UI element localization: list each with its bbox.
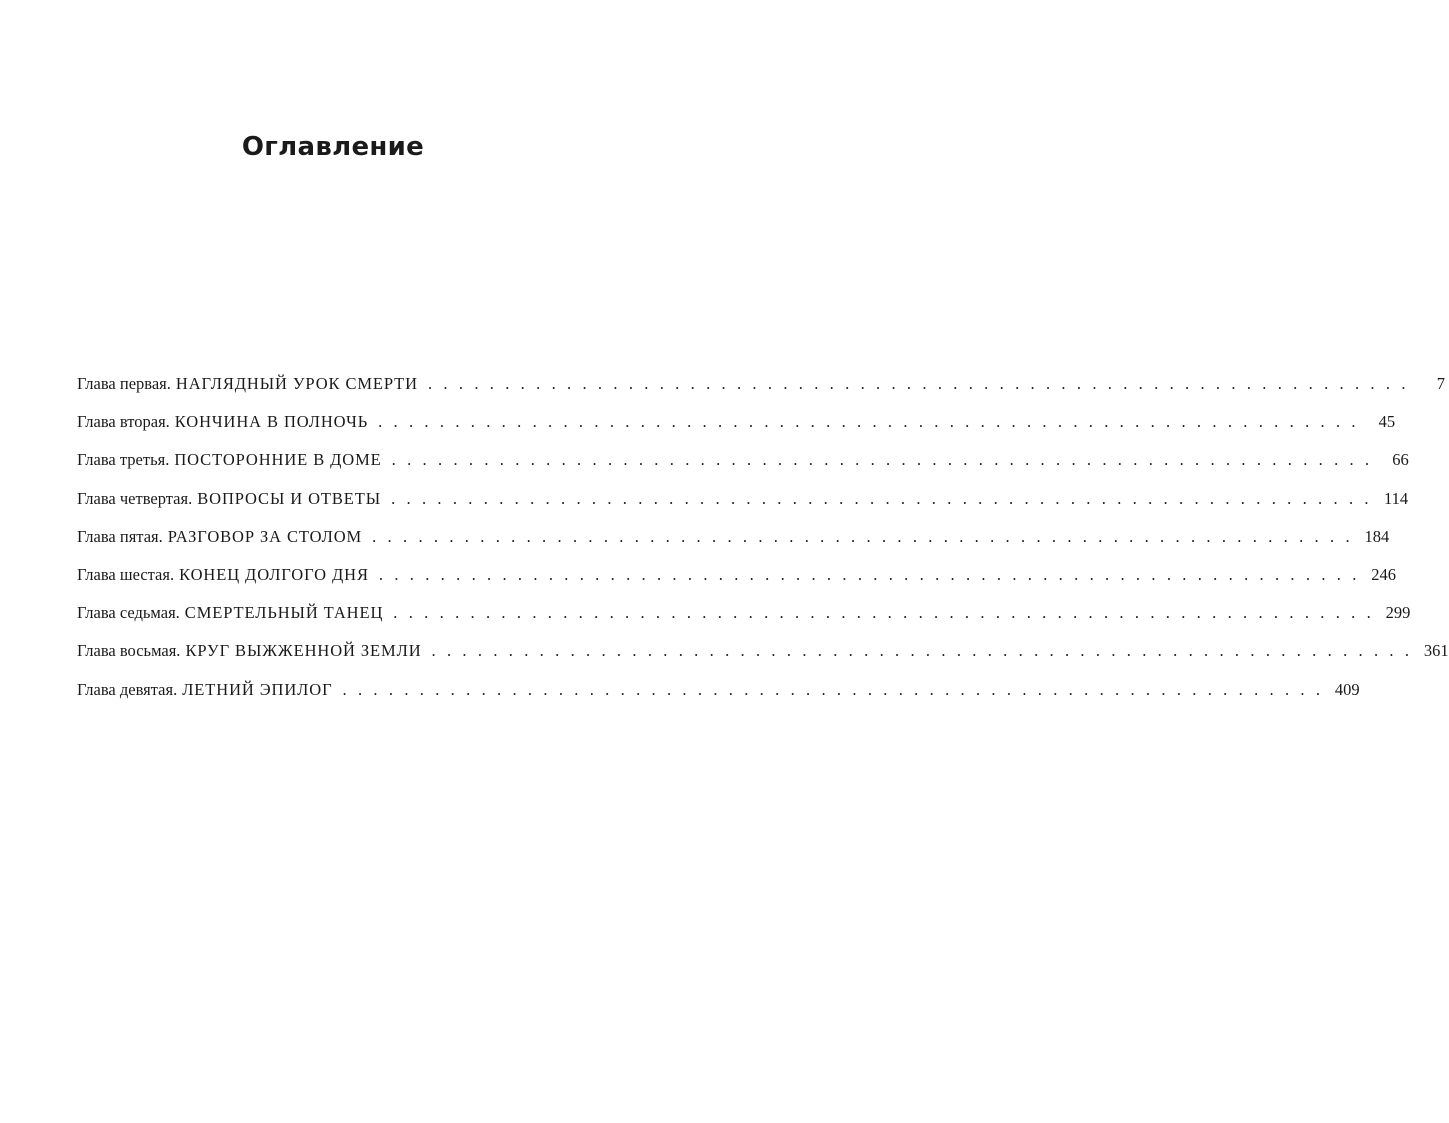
toc-entry (77, 412, 1396, 450)
chapter-number: Глава восьмая. (77, 641, 181, 661)
dot-leader: . . . . . . . . . . . . . . . . . . . . . . . . . . . . . . . . . . . . . . . . . . . . . . . . . . . . . . . . . . . . . . . . (378, 564, 1360, 584)
chapter-title: ВОПРОСЫ И ОТВЕТЫ (197, 488, 382, 508)
toc-entry (77, 374, 1446, 412)
chapter-number: Глава первая. (77, 374, 171, 393)
toc-entry (77, 641, 1449, 679)
toc-heading: Оглавление (241, 132, 425, 162)
chapter-number: Глава третья. (77, 450, 170, 470)
chapter-title: КРУГ ВЫЖЖЕННОЙ ЗЕМЛИ (185, 641, 422, 661)
dot-leader: . . . . . . . . . . . . . . . . . . . . . . . . . . . . . . . . . . . . . . . . . . . . . . . . . . . . . . . . . . . . . . . . (393, 603, 1375, 623)
dot-leader: . . . . . . . . . . . . . . . . . . . . . . . . . . . . . . . . . . . . . . . . . . . . . . . . . . . . . . . . . . . . . . . . (427, 374, 1410, 393)
page-number: 299 (1385, 603, 1411, 623)
chapter-number: Глава пятая. (77, 526, 163, 546)
dot-leader: . . . . . . . . . . . . . . . . . . . . . . . . . . . . . . . . . . . . . . . . . . . . . . . . . . . . . . . . . . . . . . . . (372, 526, 1354, 546)
chapter-number: Глава девятая. (77, 679, 178, 699)
chapter-title: КОНЕЦ ДОЛГОГО ДНЯ (179, 564, 369, 584)
toc-entry (77, 488, 1409, 527)
page-number: 246 (1371, 564, 1396, 584)
chapter-title: НАГЛЯДНЫЙ УРОК СМЕРТИ (175, 374, 418, 393)
dot-leader: . . . . . . . . . . . . . . . . . . . . . . . . . . . . . . . . . . . . . . . . . . . . . . . . . . . . . . . . . . . . . . . . (431, 641, 1413, 661)
page-number: 45 (1378, 412, 1396, 432)
chapter-number: Глава шестая. (77, 564, 175, 584)
toc-entry (77, 603, 1411, 641)
chapter-number: Глава вторая. (77, 412, 170, 432)
dot-leader: . . . . . . . . . . . . . . . . . . . . . . . . . . . . . . . . . . . . . . . . . . . . . . . . . . . . . . . . . . . . . . . . (391, 450, 1373, 470)
page-number: 114 (1384, 488, 1409, 508)
dot-leader: . . . . . . . . . . . . . . . . . . . . . . . . . . . . . . . . . . . . . . . . . . . . . . . . . . . . . . . . . . . . . . . . (378, 412, 1360, 432)
toc-entry (77, 564, 1396, 603)
page-number: 409 (1334, 679, 1360, 699)
chapter-title: СМЕРТЕЛЬНЫЙ ТАНЕЦ (184, 603, 384, 623)
chapter-title: ПОСТОРОННИЕ В ДОМЕ (174, 450, 382, 470)
page-number: 7 (1436, 374, 1446, 393)
page-number: 361 (1423, 641, 1449, 661)
chapter-number: Глава седьмая. (77, 603, 180, 623)
chapter-title: КОНЧИНА В ПОЛНОЧЬ (174, 412, 369, 432)
chapter-number: Глава четвертая. (77, 488, 193, 508)
page-number: 184 (1364, 526, 1390, 546)
table-of-contents (77, 374, 1449, 718)
chapter-title: РАЗГОВОР ЗА СТОЛОМ (167, 526, 363, 546)
toc-entry (77, 526, 1390, 565)
page-number: 66 (1392, 450, 1409, 470)
dot-leader: . . . . . . . . . . . . . . . . . . . . . . . . . . . . . . . . . . . . . . . . . . . . . . . . . . . . . . . . . . . . . . . . (391, 488, 1373, 508)
chapter-title: ЛЕТНИЙ ЭПИЛОГ (182, 679, 333, 699)
dot-leader: . . . . . . . . . . . . . . . . . . . . . . . . . . . . . . . . . . . . . . . . . . . . . . . . . . . . . . . . . . . . . . . . (342, 679, 1324, 699)
toc-entry (77, 679, 1360, 718)
toc-entry (77, 450, 1409, 488)
